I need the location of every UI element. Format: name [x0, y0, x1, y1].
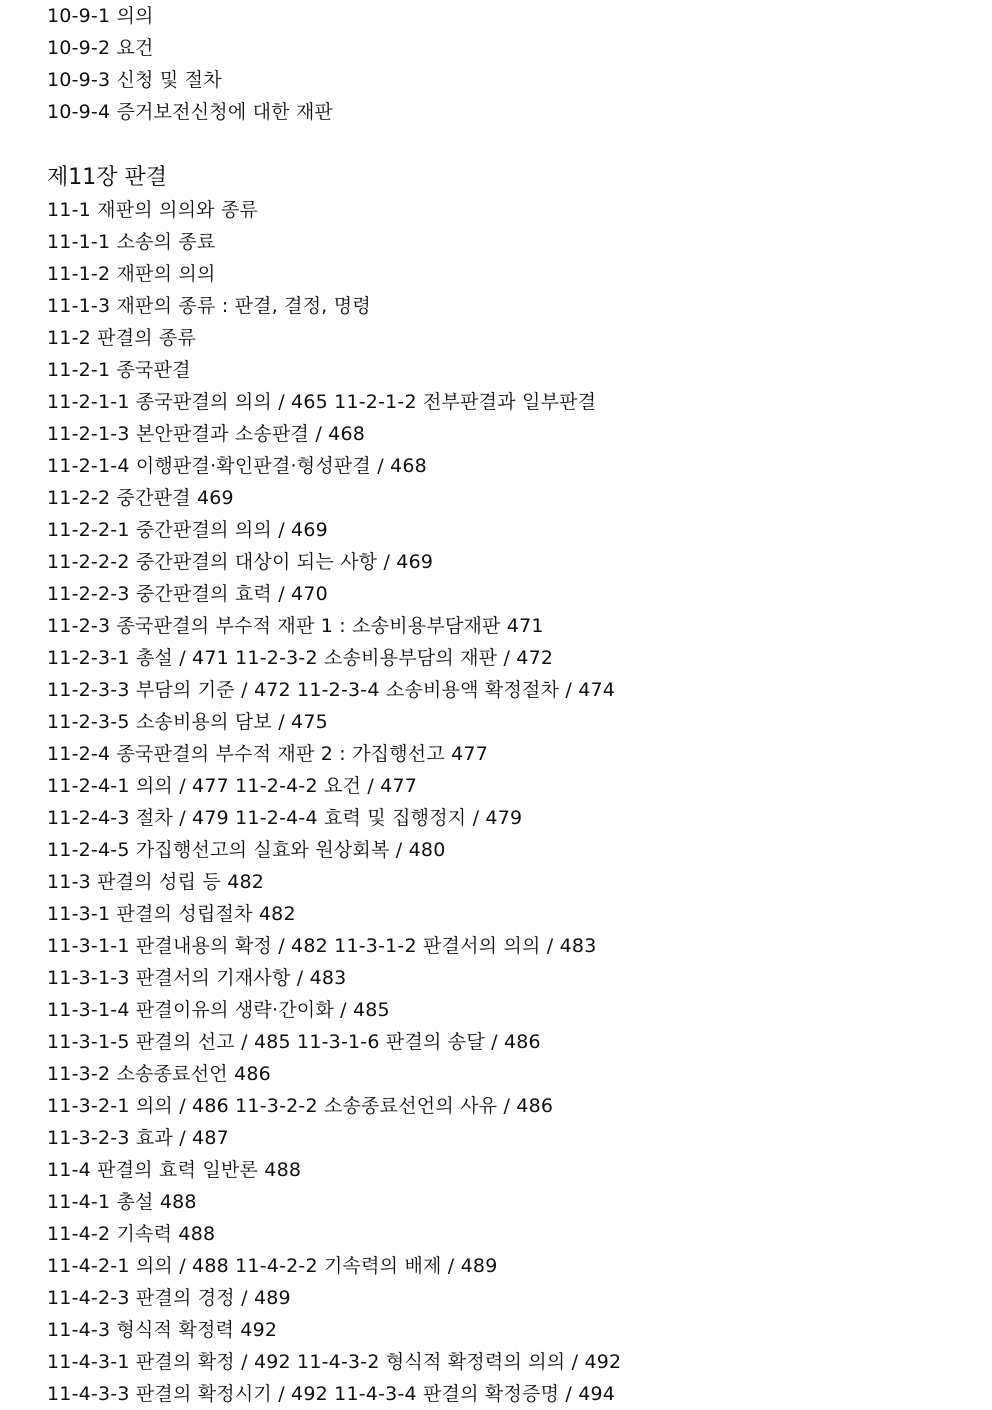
toc-entry: 11-3-1 판결의 성립절차 482	[47, 903, 296, 925]
toc-entry: 11-2-2-1 중간판결의 의의 / 469	[47, 519, 328, 541]
toc-entry: 11-2-1-1 종국판결의 의의 / 465 11-2-1-2 전부판결과 일부판결	[47, 391, 597, 413]
toc-entry: 11-2-2 중간판결 469	[47, 487, 234, 509]
toc-entry: 11-2-2-3 중간판결의 효력 / 470	[47, 583, 328, 605]
toc-entry: 11-2-3-3 부담의 기준 / 472 11-2-3-4 소송비용액 확정절차 / 474	[47, 679, 616, 701]
toc-entry: 11-4-2-1 의의 / 488 11-4-2-2 기속력의 배제 / 489	[47, 1255, 498, 1277]
toc-entry: 11-4-1 총설 488	[47, 1191, 197, 1213]
toc-entry: 11-4-2 기속력 488	[47, 1223, 216, 1245]
toc-entry: 11-1-2 재판의 의의	[47, 263, 216, 285]
toc-entry: 11-3-1-1 판결내용의 확정 / 482 11-3-1-2 판결서의 의의 / 483	[47, 935, 597, 957]
toc-entry: 11-2-3 종국판결의 부수적 재판 1 : 소송비용부담재판 471	[47, 615, 544, 637]
toc-entry: 11-2-4-3 절차 / 479 11-2-4-4 효력 및 집행정지 / 479	[47, 807, 523, 829]
toc-entry: 11-1-1 소송의 종료	[47, 231, 216, 253]
toc-entry: 11-2-3-1 총설 / 471 11-2-3-2 소송비용부담의 재판 / 472	[47, 647, 554, 669]
toc-entry: 11-3-1-4 판결이유의 생략·간이화 / 485	[47, 999, 390, 1021]
toc-entry: 11-3-1-5 판결의 선고 / 485 11-3-1-6 판결의 송달 / 486	[47, 1031, 541, 1053]
toc-entry: 11-2-4-1 의의 / 477 11-2-4-2 요건 / 477	[47, 775, 418, 797]
toc-entry: 11-2-4-5 가집행선고의 실효와 원상회복 / 480	[47, 839, 446, 861]
toc-entry: 11-3-1-3 판결서의 기재사항 / 483	[47, 967, 347, 989]
toc-entry: 11-4-2-3 판결의 경정 / 489	[47, 1287, 291, 1309]
toc-entry: 11-2-1 종국판결	[47, 359, 191, 381]
toc-entry: 11-2 판결의 종류	[47, 327, 197, 349]
toc-entry: 10-9-1 의의	[47, 5, 154, 27]
toc-entry: 11-2-4 종국판결의 부수적 재판 2 : 가집행선고 477	[47, 743, 489, 765]
toc-entry: 11-2-2-2 중간판결의 대상이 되는 사항 / 469	[47, 551, 434, 573]
toc-entry: 11-2-3-5 소송비용의 담보 / 475	[47, 711, 328, 733]
chapter-title: 제11장 판결	[47, 165, 167, 190]
toc-entry: 11-4-3-1 판결의 확정 / 492 11-4-3-2 형식적 확정력의 의의 / 492	[47, 1351, 622, 1373]
toc-entry: 11-3-2 소송종료선언 486	[47, 1063, 271, 1085]
toc-entry: 10-9-4 증거보전신청에 대한 재판	[47, 101, 334, 123]
toc-entry: 11-3-2-1 의의 / 486 11-3-2-2 소송종료선언의 사유 / 486	[47, 1095, 554, 1117]
toc-entry: 10-9-3 신청 및 절차	[47, 69, 222, 91]
toc-entry: 11-1 재판의 의의와 종류	[47, 199, 259, 221]
toc-entry: 11-4-3-3 판결의 확정시기 / 492 11-4-3-4 판결의 확정증명 / 494	[47, 1383, 616, 1405]
table-of-contents	[47, 0, 977, 1410]
toc-entry: 11-2-1-3 본안판결과 소송판결 / 468	[47, 423, 366, 445]
toc-entry: 11-4-3 형식적 확정력 492	[47, 1319, 278, 1341]
toc-entry: 11-2-1-4 이행판결·확인판결·형성판결 / 468	[47, 455, 427, 477]
toc-entry: 11-4 판결의 효력 일반론 488	[47, 1159, 302, 1181]
toc-entry: 11-3-2-3 효과 / 487	[47, 1127, 229, 1149]
toc-entry: 11-3 판결의 성립 등 482	[47, 871, 265, 893]
toc-entry: 10-9-2 요건	[47, 37, 154, 59]
toc-entry: 11-1-3 재판의 종류 : 판결, 결정, 명령	[47, 295, 371, 317]
section-gap	[47, 128, 977, 162]
